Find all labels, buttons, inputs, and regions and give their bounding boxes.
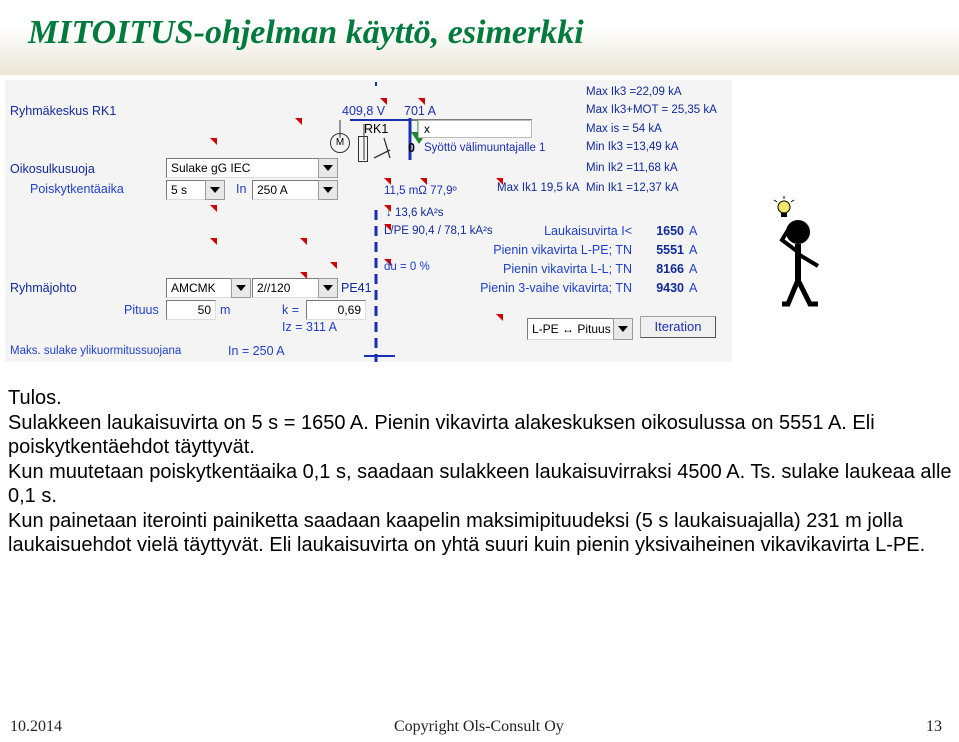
comment-marker: [210, 205, 217, 212]
result-heading: Tulos.: [8, 387, 62, 409]
in-label: In: [236, 182, 247, 196]
k-label: k =: [282, 303, 300, 317]
current-value-lpe: 5551: [656, 243, 684, 257]
current-unit-ll: A: [689, 262, 698, 276]
comment-marker: [300, 238, 307, 245]
results-text: [8, 386, 953, 558]
lpe-value: L/PE 90,4 / 78,1 kA²s: [384, 225, 493, 237]
pituus-unit: m: [220, 303, 231, 317]
fuse-icon: [358, 136, 368, 162]
comment-marker: [210, 238, 217, 245]
comment-marker: [210, 138, 217, 145]
current-value-3phase: 9430: [656, 281, 684, 295]
voltage-value: 409,8 V: [342, 104, 386, 118]
zero-value: 0: [408, 141, 415, 155]
iz-label: Iz = 311 A: [282, 320, 338, 334]
fuse-type-select[interactable]: Sulake gG IEC: [166, 158, 320, 178]
current-unit-trip: A: [689, 224, 698, 238]
thinking-person-icon: [762, 196, 824, 308]
in-result-label: In = 250 A: [228, 344, 285, 358]
current-label-lpe: Pienin vikavirta L-PE; TN: [493, 243, 632, 257]
result-paragraph: Kun painetaan iterointi painiketta saadaan kaapelin maksimipituudeksi (5 s laukaisuajalla) 231 m jolla laukaisuehdot vielä täyttyvät. Eli laukaisuvirta on yhtä suuri kuin pienin yksivaiheinen vikavikavirta L-PE.: [8, 509, 926, 556]
iteration-button[interactable]: Iteration: [640, 316, 716, 338]
chevron-down-icon: [236, 285, 246, 291]
min-ik1: Min Ik1 =12,37 kA: [586, 182, 679, 194]
result-paragraph: Sulakkeen laukaisuvirta on 5 s = 1650 A. Pienin vikavirta alakeskuksen oikosulussa on 5551 A. Eli poiskytkentäehdot täyttyvät.: [8, 411, 875, 458]
ryhmajohto-label: Ryhmäjohto: [10, 281, 77, 295]
disconnect-time-dropdown-button[interactable]: [205, 180, 225, 200]
footer-date: 10.2014: [10, 718, 62, 735]
max-ik3: Max Ik3 =22,09 kA: [586, 86, 682, 98]
length-input[interactable]: 50: [166, 300, 216, 320]
cable-type-select[interactable]: AMCMK: [166, 278, 232, 298]
comment-marker: [300, 272, 307, 279]
in-current-select[interactable]: 250 A: [252, 180, 320, 200]
switch-icon: [372, 132, 394, 162]
maks-sulake-label: Maks. sulake ylikuormitussuojana: [10, 345, 182, 357]
chevron-down-icon: [618, 326, 628, 332]
calc-mode-select[interactable]: L-PE ↔ Pituus: [527, 318, 615, 340]
x-field[interactable]: x: [418, 120, 532, 138]
ryhmakeskus-label: Ryhmäkeskus RK1: [10, 104, 117, 118]
current-label-3phase: Pienin 3-vaihe vikavirta; TN: [480, 281, 632, 295]
min-ik2: Min Ik2 =11,68 kA: [586, 162, 678, 174]
feed-text: Syöttö välimuuntajalle 1: [424, 142, 546, 154]
pe-label: PE41: [341, 281, 372, 295]
impedance-value: 11,5 mΩ 77,9º: [384, 185, 457, 197]
du-value: du = 0 %: [384, 261, 430, 273]
min-ik3: Min Ik3 =13,49 kA: [586, 141, 679, 153]
disconnect-time-select[interactable]: 5 s: [166, 180, 206, 200]
current-unit-lpe: A: [689, 243, 698, 257]
oikosulkusuoja-label: Oikosulkusuoja: [10, 162, 95, 176]
current-label-ll: Pienin vikavirta L-L; TN: [503, 262, 632, 276]
max-is: Max is = 54 kA: [586, 123, 662, 135]
current-unit-3phase: A: [689, 281, 698, 295]
result-paragraph: Kun muutetaan poiskytkentäaika 0,1 s, saadaan sulakkeen laukaisuvirraksi 4500 A. Ts. sulake laukeaa alle 0,1 s.: [8, 460, 952, 507]
max-ik3-mot: Max Ik3+MOT = 25,35 kA: [586, 104, 717, 116]
current-label-trip: Laukaisuvirta I<: [544, 224, 632, 238]
current-value-ll: 8166: [656, 262, 684, 276]
poiskytkentaaika-label: Poiskytkentäaika: [30, 182, 124, 196]
page-title: MITOITUS-ohjelman käyttö, esimerkki: [28, 14, 584, 51]
calc-mode-dropdown-button[interactable]: [613, 318, 633, 340]
pituus-label: Pituus: [124, 303, 159, 317]
cable-type-dropdown-button[interactable]: [231, 278, 251, 298]
k-value: 0,69: [306, 300, 366, 320]
current-value: 701 A: [404, 104, 436, 118]
chevron-down-icon: [210, 187, 220, 193]
page-number: 13: [926, 718, 942, 735]
motor-icon: M: [330, 133, 350, 153]
current-value-trip: 1650: [656, 224, 684, 238]
comment-marker: [295, 118, 302, 125]
energy-value: [386, 207, 444, 219]
rk1-label: RK1: [364, 122, 389, 136]
cable-size-select[interactable]: 2//120: [252, 278, 320, 298]
max-ik1-value: Max Ik1 19,5 kA: [497, 182, 580, 194]
energy-text: 13,6 kA²s: [394, 207, 444, 219]
footer-copyright: Copyright Ols-Consult Oy: [394, 718, 564, 735]
arrow-down-small-icon: ↓: [386, 207, 395, 219]
